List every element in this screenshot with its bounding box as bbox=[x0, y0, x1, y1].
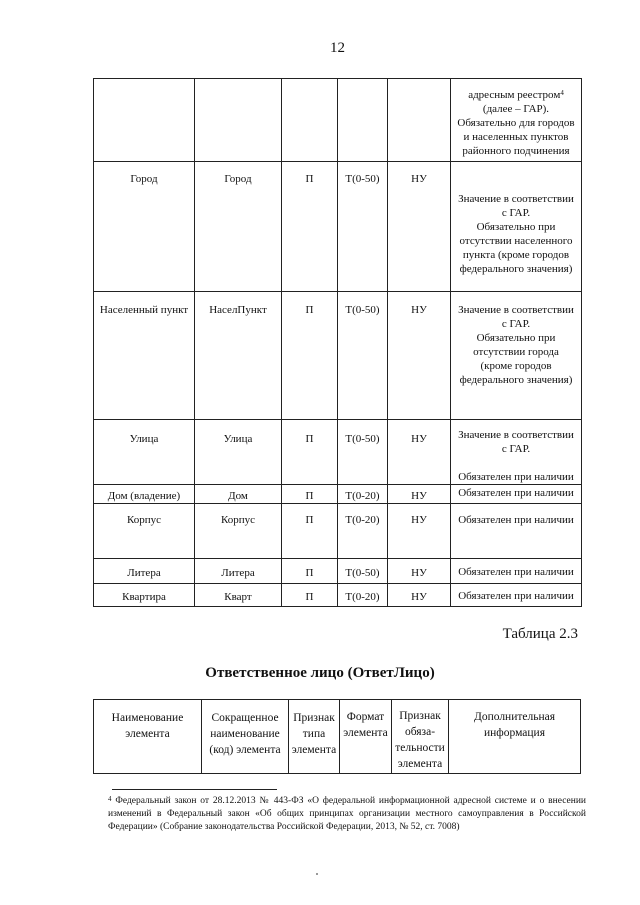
table-number-label: Таблица 2.3 bbox=[502, 626, 578, 642]
info-line: федерального значения) bbox=[459, 374, 573, 386]
cell-name: Дом (владение) bbox=[94, 485, 195, 504]
info-line: с ГАР. bbox=[501, 207, 531, 219]
header-line: информация bbox=[484, 727, 545, 739]
cell-type: П bbox=[282, 420, 338, 485]
header-cell bbox=[392, 700, 449, 774]
cell-name: Корпус bbox=[94, 504, 195, 559]
info-line: районного подчинения bbox=[462, 145, 570, 157]
additional-info-cell bbox=[451, 559, 582, 584]
cell-req: НУ bbox=[388, 162, 451, 292]
table-row bbox=[94, 485, 582, 504]
additional-info-cell bbox=[451, 584, 582, 607]
cell-code: Город bbox=[195, 162, 282, 292]
cell-name: Населенный пункт bbox=[94, 292, 195, 420]
table-row bbox=[94, 420, 582, 485]
cell-format: Т(0-20) bbox=[338, 584, 388, 607]
info-line: (кроме городов bbox=[480, 360, 552, 372]
cell-code: НаселПункт bbox=[195, 292, 282, 420]
header-line: Формат bbox=[346, 711, 385, 723]
info-line: Обязателен при наличии bbox=[458, 566, 574, 578]
cell-req: НУ bbox=[388, 584, 451, 607]
info-line: Обязателен при наличии bbox=[458, 590, 574, 602]
page-number: 12 bbox=[330, 40, 345, 56]
cell-format: Т(0-20) bbox=[338, 485, 388, 504]
info-line: с ГАР. bbox=[501, 443, 531, 455]
responsible-person-table bbox=[93, 699, 581, 774]
table-row bbox=[94, 584, 582, 607]
header-line: (код) элемента bbox=[209, 744, 281, 756]
table-row bbox=[94, 504, 582, 559]
cell-req: НУ bbox=[388, 504, 451, 559]
additional-info-cell bbox=[451, 420, 582, 485]
header-line: тельности bbox=[395, 742, 445, 754]
cell-type: П bbox=[282, 292, 338, 420]
info-line: (далее – ГАР). bbox=[482, 103, 550, 115]
cell-code: Корпус bbox=[195, 504, 282, 559]
cell-name: Город bbox=[94, 162, 195, 292]
cell-format: Т(0-50) bbox=[338, 162, 388, 292]
cell-format: Т(0-50) bbox=[338, 559, 388, 584]
cell-code: Литера bbox=[195, 559, 282, 584]
table-row bbox=[94, 162, 582, 292]
header-line: Признак bbox=[293, 712, 335, 724]
cell-type: П bbox=[282, 162, 338, 292]
footnote-mark: 4 bbox=[560, 89, 564, 97]
header-line: элемента bbox=[397, 758, 443, 770]
info-line: Значение в соответствии bbox=[458, 429, 574, 441]
cell-name: Квартира bbox=[94, 584, 195, 607]
additional-info-cell bbox=[451, 162, 582, 292]
cell-type: П bbox=[282, 485, 338, 504]
cell-format: Т(0-50) bbox=[338, 420, 388, 485]
footnote-text: Федеральный закон от 28.12.2013 № 443-ФЗ «О федеральной информационной адресной системе и о внесении изменений в Федеральный закон «Об общих принципах организации местного самоуправления в Российской Федерации» (Собрание законодательства Российской Федерации, 2013, № 52, ст. 7008) bbox=[108, 796, 587, 832]
table-header-row bbox=[94, 700, 581, 774]
header-line: Дополнительная bbox=[473, 711, 556, 723]
header-line: обяза- bbox=[404, 726, 436, 738]
header-cell bbox=[289, 700, 340, 774]
info-line: адресным реестром bbox=[468, 89, 561, 101]
info-line: пункта (кроме городов bbox=[462, 249, 570, 261]
info-line: отсутствии населенного bbox=[459, 235, 573, 247]
info-line: Значение в соответствии bbox=[458, 193, 574, 205]
cell-name: Улица bbox=[94, 420, 195, 485]
header-line: Сокращенное bbox=[211, 712, 279, 724]
cell-type: П bbox=[282, 584, 338, 607]
cell-req: НУ bbox=[388, 292, 451, 420]
section-heading: Ответственное лицо (ОтветЛицо) bbox=[205, 665, 435, 681]
cell-name: Литера bbox=[94, 559, 195, 584]
address-elements-table bbox=[93, 78, 582, 607]
info-line bbox=[453, 456, 579, 470]
cell-req: НУ bbox=[388, 485, 451, 504]
info-line: Обязательно при bbox=[476, 332, 556, 344]
info-line: Обязателен при наличии bbox=[458, 487, 574, 499]
footnote bbox=[108, 795, 586, 834]
cell-type: П bbox=[282, 559, 338, 584]
cell-code: Улица bbox=[195, 420, 282, 485]
cell-code: Кварт bbox=[195, 584, 282, 607]
info-line: с ГАР. bbox=[501, 318, 531, 330]
scan-dot bbox=[316, 873, 318, 875]
header-line: наименование bbox=[210, 728, 280, 740]
cell-type: П bbox=[282, 504, 338, 559]
cell-format: Т(0-50) bbox=[338, 292, 388, 420]
additional-info-cell bbox=[451, 485, 582, 504]
cell-code: Дом bbox=[195, 485, 282, 504]
cell-req: НУ bbox=[388, 420, 451, 485]
header-cell bbox=[94, 700, 202, 774]
additional-info-cell bbox=[451, 292, 582, 420]
cell-format: Т(0-20) bbox=[338, 504, 388, 559]
cell-req: НУ bbox=[388, 559, 451, 584]
header-cell bbox=[202, 700, 289, 774]
footnote-mark: 4 bbox=[108, 795, 112, 803]
info-line: Обязателен при наличии bbox=[458, 514, 574, 526]
table-row bbox=[94, 292, 582, 420]
info-line: Обязательно при bbox=[476, 221, 556, 233]
info-line: Значение в соответствии bbox=[458, 304, 574, 316]
header-cell bbox=[340, 700, 392, 774]
table-row bbox=[94, 559, 582, 584]
additional-info-cell bbox=[451, 79, 582, 162]
header-line: элемента bbox=[125, 728, 170, 740]
header-line: элемента bbox=[291, 744, 337, 756]
info-line: и населенных пунктов bbox=[463, 131, 569, 143]
header-line: элемента bbox=[343, 727, 388, 739]
header-line: Наименование bbox=[111, 712, 184, 724]
header-line: Признак bbox=[399, 710, 441, 722]
table-row bbox=[94, 79, 582, 162]
footnote-separator bbox=[112, 789, 277, 790]
info-line: федерального значения) bbox=[459, 263, 573, 275]
header-line: типа bbox=[302, 728, 326, 740]
header-cell bbox=[449, 700, 581, 774]
info-line: Обязательно для городов bbox=[457, 117, 575, 129]
info-line: Обязателен при наличии bbox=[458, 471, 574, 483]
info-line: отсутствии города bbox=[473, 346, 559, 358]
additional-info-cell bbox=[451, 504, 582, 559]
